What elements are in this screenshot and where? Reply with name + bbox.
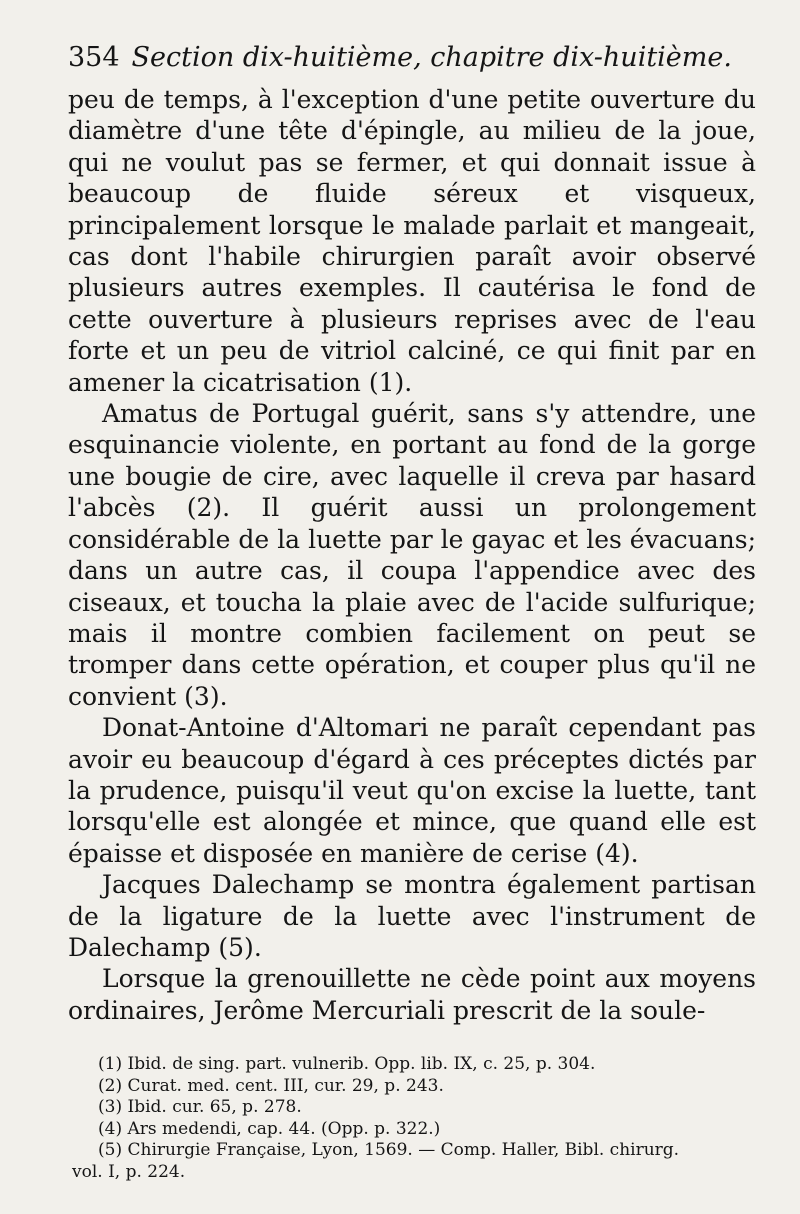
footnote-2: (2) Curat. med. cent. III, cur. 29, p. 243. bbox=[98, 1075, 444, 1096]
footnote-4: (4) Ars medendi, cap. 44. (Opp. p. 322.) bbox=[98, 1118, 441, 1139]
paragraph-4: Jacques Dalechamp se montra également partisan de la ligature de la luette avec l'instrument de Dalechamp (5). bbox=[68, 870, 756, 962]
paragraph-1: peu de temps, à l'exception d'une petite ouverture du diamètre d'une tête d'épingle, au milieu de la joue, qui ne voulut pas se fermer, et qui donnait issue à beaucoup de fluide séreux et visqueux, principalement lorsque le malade parlait et mangeait, cas dont l'habile chirurgien paraît avoir observé plusieurs autres exemples. Il cautérisa le fond de cette ouverture à plusieurs reprises avec de l'eau forte et un peu de vitriol calciné, ce qui finit par en amener la cicatrisation (1). bbox=[68, 85, 756, 397]
paragraph-3: Donat-Antoine d'Altomari ne paraît cependant pas avoir eu beaucoup d'égard à ces préceptes dictés par la prudence, puisqu'il veut qu'on excise la luette, tant lorsqu'elle est alongée et mince, que quand elle est épaisse et disposée en manière de cerise (4). bbox=[68, 713, 756, 868]
footnote-5: (5) Chirurgie Française, Lyon, 1569. — Comp. Haller, Bibl. chirurg. bbox=[98, 1140, 680, 1160]
footnote-3: (3) Ibid. cur. 65, p. 278. bbox=[98, 1097, 302, 1117]
footnote-1: (1) Ibid. de sing. part. vulnerib. Opp. lib. IX, c. 25, p. 304. bbox=[98, 1054, 596, 1074]
running-title: Section dix-huitième, chapitre dix-huitième. bbox=[131, 42, 732, 73]
footnotes bbox=[72, 1054, 756, 1183]
page-number: 354 bbox=[68, 42, 120, 73]
paragraph-5: Lorsque la grenouillette ne cède point aux moyens ordinaires, Jerôme Mercuriali prescrit de la soule- bbox=[68, 964, 756, 1025]
paragraph-2: Amatus de Portugal guérit, sans s'y attendre, une esquinancie violente, en portant au fond de la gorge une bougie de cire, avec laquelle il creva par hasard l'abcès (2). Il guérit aussi un prolongement considérable de la luette par le gayac et les évacuans; dans un autre cas, il coupa l'appendice avec des ciseaux, et toucha la plaie avec de l'acide sulfurique; mais il montre combien facilement on peut se tromper dans cette opération, et couper plus qu'il ne convient (3). bbox=[68, 399, 756, 711]
running-header bbox=[68, 38, 756, 78]
footnote-5-continuation: vol. I, p. 224. bbox=[72, 1161, 186, 1182]
